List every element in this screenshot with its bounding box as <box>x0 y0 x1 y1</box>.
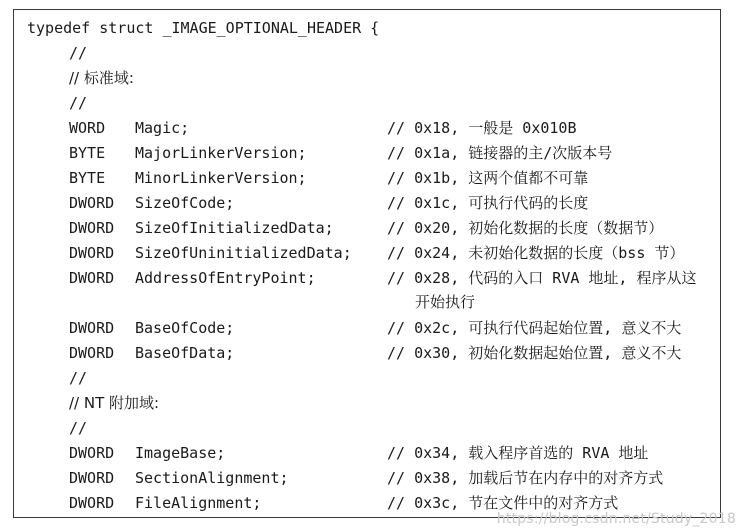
field-comment: // 0x1b, 这两个值都不可靠 <box>387 169 589 187</box>
field-type: DWORD <box>69 194 115 212</box>
field-comment: // 0x34, 载入程序首选的 RVA 地址 <box>387 444 649 462</box>
field-type: WORD <box>69 119 106 137</box>
field-comment: // 0x38, 加载后节在内存中的对齐方式 <box>387 469 664 487</box>
comment-line: // <box>69 419 88 437</box>
field-comment: // 0x1c, 可执行代码的长度 <box>387 194 589 212</box>
watermark-text: https://blog.csdn.net/Study_2018 <box>496 511 736 527</box>
field-name: FileAlignment; <box>135 494 262 512</box>
struct-header: typedef struct _IMAGE_OPTIONAL_HEADER { <box>27 19 380 37</box>
field-type: DWORD <box>69 269 115 287</box>
field-comment-continuation: 开始执行 <box>415 293 476 311</box>
field-comment: // 0x30, 初始化数据起始位置, 意义不大 <box>387 344 682 362</box>
comment-line: // <box>69 369 88 387</box>
field-name: SizeOfInitializedData; <box>135 219 334 237</box>
field-type: BYTE <box>69 169 106 187</box>
field-comment: // 0x2c, 可执行代码起始位置, 意义不大 <box>387 319 682 337</box>
field-type: DWORD <box>69 469 115 487</box>
field-type: DWORD <box>69 444 115 462</box>
comment-line: // <box>69 44 88 62</box>
field-comment: // 0x20, 初始化数据的长度（数据节） <box>387 219 664 237</box>
comment-line: // <box>69 94 88 112</box>
field-type: DWORD <box>69 319 115 337</box>
field-type: BYTE <box>69 144 106 162</box>
field-type: DWORD <box>69 344 115 362</box>
field-comment: // 0x1a, 链接器的主/次版本号 <box>387 144 613 162</box>
field-name: SectionAlignment; <box>135 469 289 487</box>
comment-text: // NT 附加域: <box>69 394 160 412</box>
comment-text: // 标准域: <box>69 69 134 87</box>
field-comment: // 0x24, 未初始化数据的长度（bss 节） <box>387 244 685 262</box>
field-comment: // 0x18, 一般是 0x010B <box>387 119 577 137</box>
code-listing-box <box>13 9 721 518</box>
field-type: DWORD <box>69 244 115 262</box>
comment-section-standard <box>69 68 134 88</box>
field-name: MajorLinkerVersion; <box>135 144 307 162</box>
field-type: DWORD <box>69 494 115 512</box>
field-comment: // 0x28, 代码的入口 RVA 地址, 程序从这 <box>387 269 697 287</box>
field-name: BaseOfCode; <box>135 319 235 337</box>
field-comment: // 0x3c, 节在文件中的对齐方式 <box>387 494 619 512</box>
field-name: Magic; <box>135 119 190 137</box>
field-name: SizeOfCode; <box>135 194 235 212</box>
field-name: MinorLinkerVersion; <box>135 169 307 187</box>
field-name: SizeOfUninitializedData; <box>135 244 352 262</box>
field-name: ImageBase; <box>135 444 226 462</box>
field-name: BaseOfData; <box>135 344 235 362</box>
field-type: DWORD <box>69 219 115 237</box>
comment-section-nt <box>69 393 159 413</box>
field-name: AddressOfEntryPoint; <box>135 269 316 287</box>
